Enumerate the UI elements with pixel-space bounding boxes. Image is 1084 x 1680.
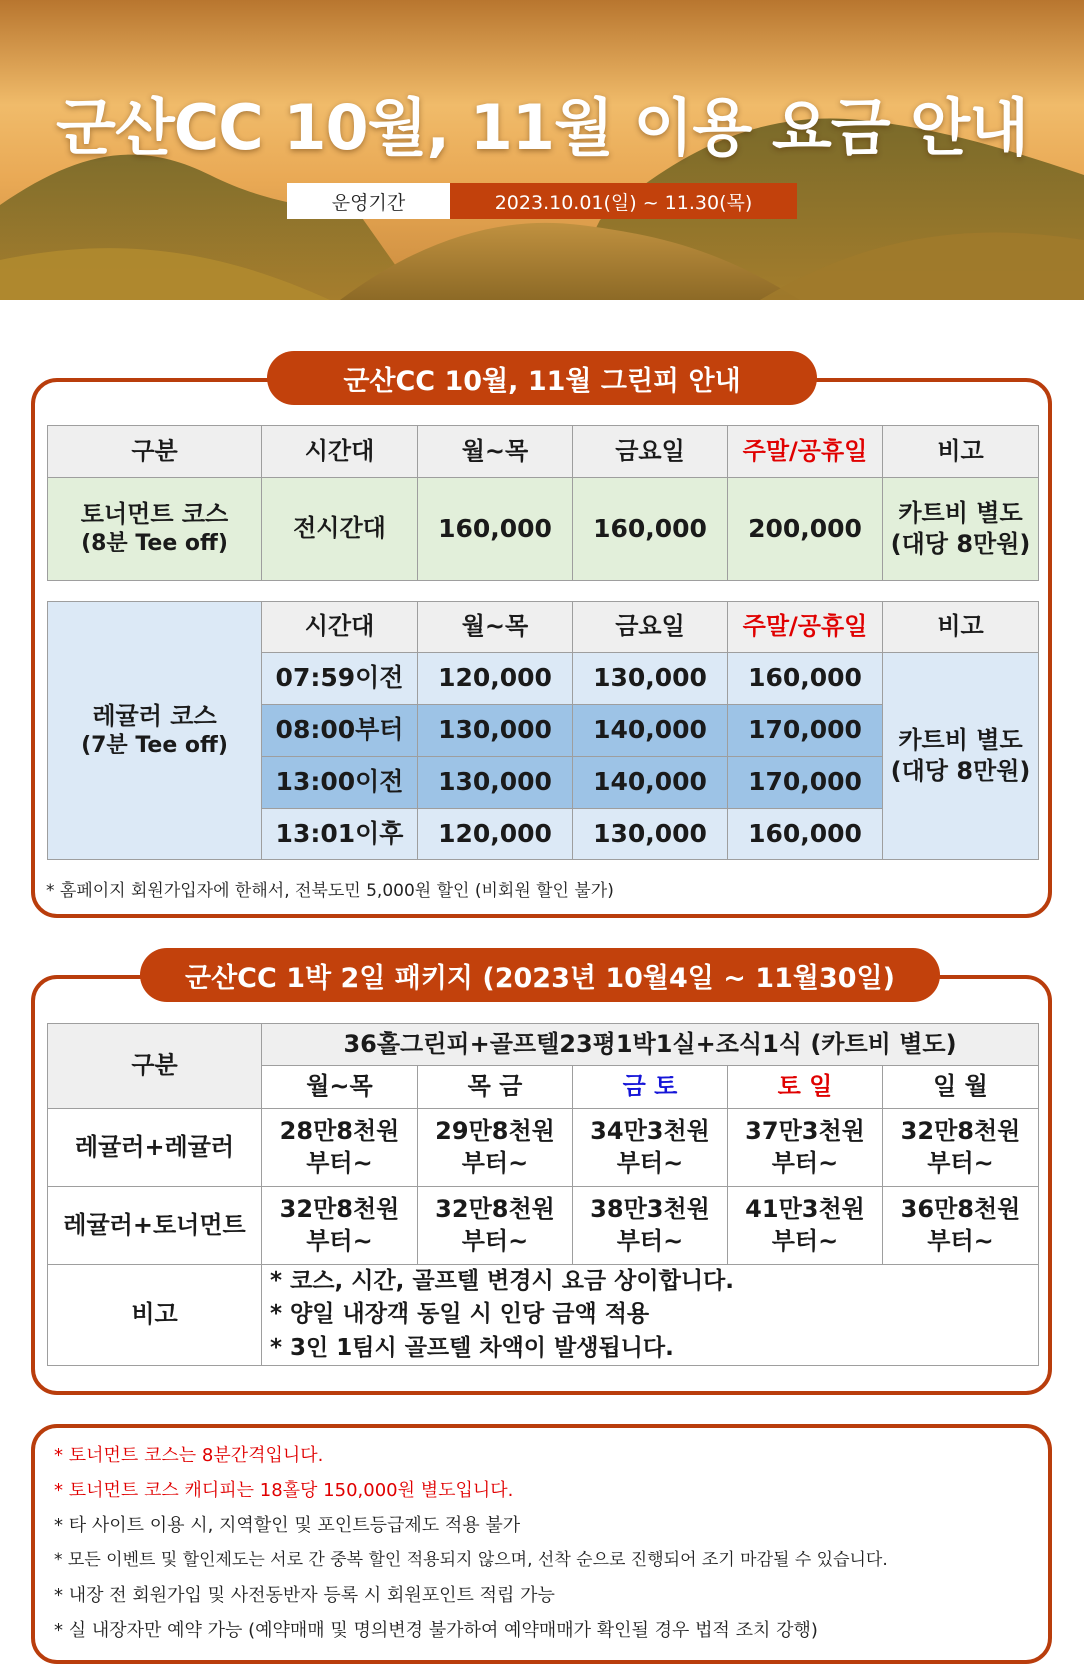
fri-price: 140,000 <box>573 757 728 809</box>
package-price: 34만3천원 부터~ <box>573 1109 728 1187</box>
weekend-price: 170,000 <box>728 757 883 809</box>
cart-fee-detail: (대당 8만원) <box>890 530 1031 558</box>
package-price: 32만8천원 부터~ <box>418 1187 573 1265</box>
package-note-line: * 3인 1팀시 골프텔 차액이 발생됩니다. <box>270 1334 674 1361</box>
package-price: 29만8천원 부터~ <box>418 1109 573 1187</box>
mon-thu-price: 120,000 <box>418 653 573 705</box>
package-note-label: 비고 <box>48 1265 262 1366</box>
tournament-mon-thu-price: 160,000 <box>418 478 573 581</box>
header-weekend: 주말/공휴일 <box>728 426 883 478</box>
table-row <box>48 1109 1039 1187</box>
header-category: 구분 <box>48 426 262 478</box>
notice-item: * 모든 이벤트 및 할인제도는 서로 간 중복 할인 적용되지 않으며, 선착 순으로 진행되어 조기 마감될 수 있습니다. <box>54 1550 888 1570</box>
mon-thu-price: 120,000 <box>418 809 573 860</box>
fri-price: 130,000 <box>573 809 728 860</box>
table-row <box>48 1265 1039 1366</box>
time-slot: 08:00부터 <box>262 705 418 757</box>
package-price: 38만3천원 부터~ <box>573 1187 728 1265</box>
header-banner <box>0 0 1084 300</box>
operating-period <box>287 183 797 219</box>
notice-item: * 토너먼트 코스 캐디피는 18홀당 150,000원 별도입니다. <box>54 1480 514 1501</box>
weekend-price: 160,000 <box>728 809 883 860</box>
header-friday: 금요일 <box>573 426 728 478</box>
tournament-weekend-price: 200,000 <box>728 478 883 581</box>
page-title: 군산CC 10월, 11월 이용 요금 안내 <box>56 91 1028 164</box>
greenfee-footnote: * 홈페이지 회원가입자에 한해서, 전북도민 5,000원 할인 (비회원 할인 불가) <box>46 881 614 901</box>
tournament-course-name <box>48 478 262 581</box>
weekend-price: 170,000 <box>728 705 883 757</box>
header-mon-thu: 월~목 <box>418 426 573 478</box>
package-notes <box>262 1265 1039 1366</box>
notice-item: * 실 내장자만 예약 가능 (예약매매 및 명의변경 불가하여 예약매매가 확인될 경우 법적 조치 강행) <box>54 1620 818 1641</box>
header-time: 시간대 <box>262 602 418 653</box>
package-table <box>47 1023 1039 1366</box>
header-note: 비고 <box>883 426 1039 478</box>
package-header-category: 구분 <box>48 1024 262 1109</box>
notice-item: * 내장 전 회원가입 및 사전동반자 등록 시 회원포인트 적립 가능 <box>54 1585 555 1606</box>
header-note: 비고 <box>883 602 1039 653</box>
mon-thu-price: 130,000 <box>418 705 573 757</box>
package-note-line: * 양일 내장객 동일 시 인당 금액 적용 <box>270 1301 650 1328</box>
notice-item: * 타 사이트 이용 시, 지역할인 및 포인트등급제도 적용 불가 <box>54 1515 521 1536</box>
package-section-title: 군산CC 1박 2일 패키지 (2023년 10월4일 ~ 11월30일) <box>140 948 940 1002</box>
day-fri-sat: 금 토 <box>573 1066 728 1109</box>
tee-interval: (8분 Tee off) <box>81 531 228 557</box>
package-price: 41만3천원 부터~ <box>728 1187 883 1265</box>
notice-item: * 토너먼트 코스는 8분간격입니다. <box>54 1445 324 1466</box>
day-thu-fri: 목 금 <box>418 1066 573 1109</box>
package-price: 28만8천원 부터~ <box>262 1109 418 1187</box>
fri-price: 140,000 <box>573 705 728 757</box>
time-slot: 13:00이전 <box>262 757 418 809</box>
day-sat-sun: 토 일 <box>728 1066 883 1109</box>
table-row <box>48 1187 1039 1265</box>
regular-course-name <box>48 602 262 860</box>
period-value: 2023.10.01(일) ~ 11.30(목) <box>450 183 797 219</box>
cart-fee-detail: (대당 8만원) <box>890 757 1031 785</box>
greenfee-section-title: 군산CC 10월, 11월 그린피 안내 <box>267 351 817 405</box>
package-price: 32만8천원 부터~ <box>262 1187 418 1265</box>
regular-note <box>883 653 1039 860</box>
tee-interval: (7분 Tee off) <box>81 732 228 758</box>
weekend-price: 160,000 <box>728 653 883 705</box>
header-weekend: 주말/공휴일 <box>728 602 883 653</box>
cart-fee-note: 카트비 별도 <box>898 725 1023 754</box>
tournament-fri-price: 160,000 <box>573 478 728 581</box>
tournament-course-table <box>47 425 1039 581</box>
header-time: 시간대 <box>262 426 418 478</box>
day-mon-thu: 월~목 <box>262 1066 418 1109</box>
package-price: 36만8천원 부터~ <box>883 1187 1039 1265</box>
package-price: 32만8천원 부터~ <box>883 1109 1039 1187</box>
tournament-time: 전시간대 <box>262 478 418 581</box>
table-row <box>48 478 1039 581</box>
course-name-line: 토너먼트 코스 <box>80 500 229 529</box>
tournament-note <box>883 478 1039 581</box>
period-label: 운영기간 <box>287 183 450 219</box>
header-friday: 금요일 <box>573 602 728 653</box>
regular-course-table <box>47 601 1039 860</box>
package-note-line: * 코스, 시간, 골프텔 변경시 요금 상이합니다. <box>270 1268 734 1294</box>
package-row-label: 레귤러+토너먼트 <box>48 1187 262 1265</box>
package-header-includes: 36홀그린피+골프텔23평1박1실+조식1식 (카트비 별도) <box>262 1024 1039 1066</box>
course-name-line: 레귤러 코스 <box>92 701 217 730</box>
time-slot: 13:01이후 <box>262 809 418 860</box>
time-slot: 07:59이전 <box>262 653 418 705</box>
header-mon-thu: 월~목 <box>418 602 573 653</box>
package-price: 37만3천원 부터~ <box>728 1109 883 1187</box>
package-row-label: 레귤러+레귤러 <box>48 1109 262 1187</box>
fri-price: 130,000 <box>573 653 728 705</box>
day-sun-mon: 일 월 <box>883 1066 1039 1109</box>
cart-fee-note: 카트비 별도 <box>898 498 1023 527</box>
mon-thu-price: 130,000 <box>418 757 573 809</box>
notice-list <box>54 1438 888 1648</box>
